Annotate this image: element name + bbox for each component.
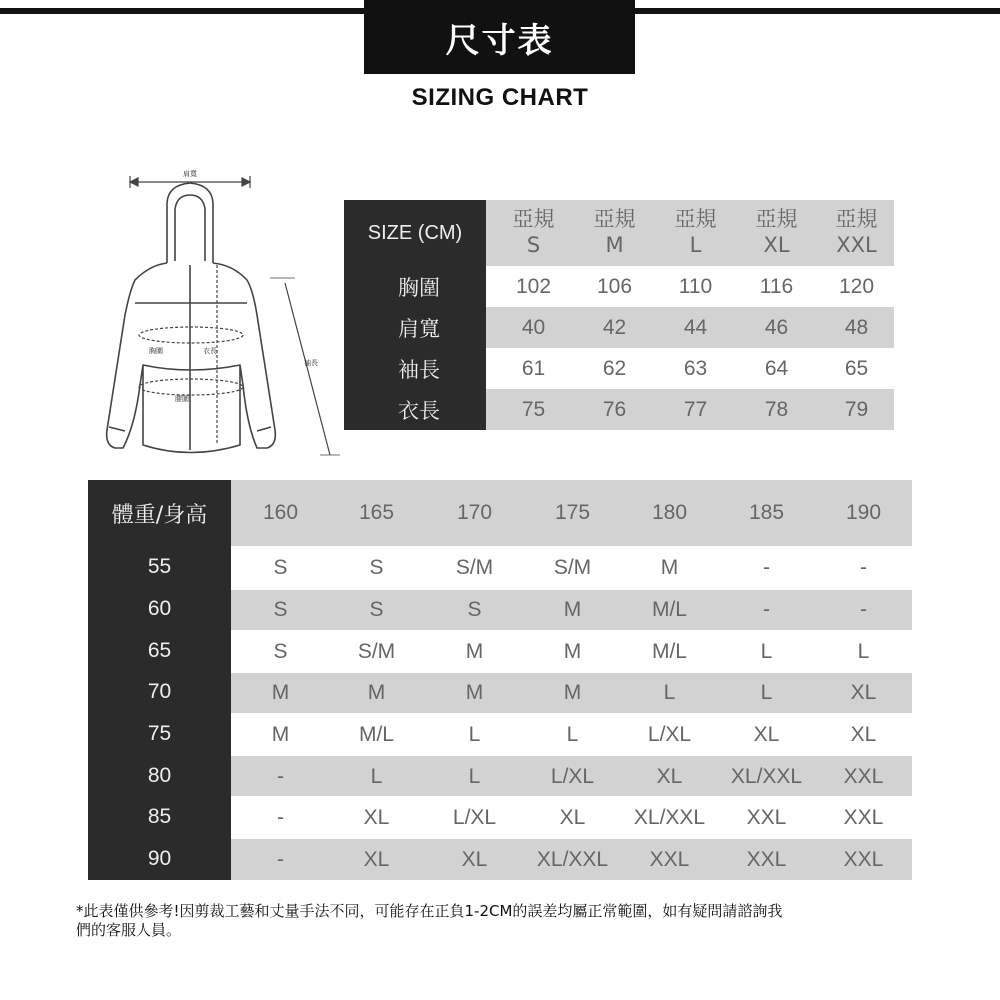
weight-row-label: 70 bbox=[147, 680, 172, 703]
size-cell: 102 bbox=[515, 275, 552, 298]
chest-label: 胸圍 bbox=[149, 347, 163, 355]
length-label: 衣長 bbox=[203, 347, 217, 355]
size-cell: 106 bbox=[596, 275, 633, 298]
footnote bbox=[76, 902, 936, 940]
size-recommendation-cell: - bbox=[860, 556, 867, 579]
height-header: 180 bbox=[651, 501, 688, 524]
size-recommendation-cell: - bbox=[277, 765, 284, 788]
size-column-header: 亞規 XXL bbox=[835, 207, 878, 257]
weight-height-table bbox=[88, 480, 912, 880]
size-cell: 76 bbox=[602, 398, 627, 421]
page-title: 尺寸表 bbox=[364, 0, 635, 74]
size-recommendation-cell: L/XL bbox=[550, 765, 595, 788]
size-recommendation-cell: XXL bbox=[843, 848, 884, 871]
size-recommendation-cell: L bbox=[468, 765, 481, 788]
weight-row-label: 85 bbox=[147, 805, 172, 828]
size-recommendation-cell: XXL bbox=[649, 848, 690, 871]
size-cell: 77 bbox=[683, 398, 708, 421]
height-header: 175 bbox=[554, 501, 591, 524]
size-cell: 63 bbox=[683, 357, 708, 380]
size-recommendation-cell: L/XL bbox=[647, 723, 692, 746]
size-recommendation-cell: S/M bbox=[553, 556, 592, 579]
size-recommendation-cell: - bbox=[277, 806, 284, 829]
weight-row-label: 90 bbox=[147, 847, 172, 870]
size-recommendation-cell: XL bbox=[363, 806, 390, 829]
height-header: 190 bbox=[845, 501, 882, 524]
size-recommendation-cell: XL/XXL bbox=[536, 848, 609, 871]
size-recommendation-cell: XL bbox=[850, 723, 877, 746]
weight-row-label: 65 bbox=[147, 639, 172, 662]
size-cell: 110 bbox=[678, 275, 713, 298]
size-recommendation-cell: - bbox=[860, 598, 867, 621]
size-cell: 48 bbox=[844, 316, 869, 339]
size-recommendation-cell: XL/XXL bbox=[730, 765, 803, 788]
size-recommendation-cell: L bbox=[857, 640, 870, 663]
size-column-header: 亞規 XL bbox=[755, 207, 798, 257]
size-recommendation-cell: M bbox=[563, 598, 582, 621]
size-table bbox=[344, 200, 894, 430]
size-column-header: 亞規 L bbox=[674, 207, 717, 257]
size-recommendation-cell: L bbox=[760, 681, 773, 704]
height-header: 170 bbox=[456, 501, 493, 524]
size-recommendation-cell: M bbox=[271, 723, 290, 746]
size-recommendation-cell: M bbox=[465, 681, 484, 704]
size-cell: 64 bbox=[764, 357, 789, 380]
size-cell: 116 bbox=[759, 275, 794, 298]
size-recommendation-cell: M bbox=[563, 640, 582, 663]
sleeve-label: 袖長 bbox=[304, 359, 318, 367]
size-recommendation-cell: M/L bbox=[651, 598, 687, 621]
size-cell: 120 bbox=[838, 275, 875, 298]
jacket-diagram bbox=[95, 165, 345, 465]
height-header: 185 bbox=[748, 501, 785, 524]
size-recommendation-cell: XL bbox=[656, 765, 683, 788]
size-recommendation-cell: XL bbox=[461, 848, 488, 871]
size-recommendation-cell: L/XL bbox=[452, 806, 497, 829]
size-recommendation-cell: L bbox=[760, 640, 773, 663]
size-recommendation-cell: L bbox=[663, 681, 676, 704]
size-cell: 40 bbox=[521, 316, 546, 339]
size-row-label: 袖長 bbox=[398, 357, 440, 382]
size-recommendation-cell: M bbox=[660, 556, 679, 579]
size-recommendation-cell: S bbox=[273, 598, 288, 621]
size-recommendation-cell: L bbox=[566, 723, 579, 746]
size-cell: 61 bbox=[521, 357, 546, 380]
size-recommendation-cell: XXL bbox=[746, 848, 787, 871]
size-recommendation-cell: XXL bbox=[843, 765, 884, 788]
footnote-line: 們的客服人員。 bbox=[76, 921, 182, 939]
weight-row-label: 75 bbox=[147, 722, 172, 745]
size-cell: 62 bbox=[602, 357, 627, 380]
size-column-header: 亞規 S bbox=[512, 207, 555, 257]
size-cell: 42 bbox=[602, 316, 627, 339]
weight-row-label: 60 bbox=[147, 597, 172, 620]
size-recommendation-cell: L bbox=[370, 765, 383, 788]
size-recommendation-cell: XXL bbox=[746, 806, 787, 829]
size-recommendation-cell: S/M bbox=[455, 556, 494, 579]
hem-label: 腰圍 bbox=[175, 395, 189, 403]
size-recommendation-cell: M/L bbox=[358, 723, 394, 746]
page-subtitle: SIZING CHART bbox=[411, 84, 589, 111]
size-recommendation-cell: S bbox=[467, 598, 482, 621]
size-recommendation-cell: XXL bbox=[843, 806, 884, 829]
size-recommendation-cell: S bbox=[273, 556, 288, 579]
size-recommendation-cell: S bbox=[369, 556, 384, 579]
size-recommendation-cell: M bbox=[271, 681, 290, 704]
weight-height-corner-label: 體重/身高 bbox=[111, 502, 208, 528]
size-cell: 78 bbox=[764, 398, 789, 421]
size-recommendation-cell: XL bbox=[363, 848, 390, 871]
size-recommendation-cell: S bbox=[273, 640, 288, 663]
size-recommendation-cell: XL bbox=[559, 806, 586, 829]
size-recommendation-cell: XL bbox=[850, 681, 877, 704]
size-row-label: 胸圍 bbox=[398, 275, 440, 300]
size-recommendation-cell: M bbox=[563, 681, 582, 704]
size-recommendation-cell: - bbox=[277, 848, 284, 871]
size-recommendation-cell: L bbox=[468, 723, 481, 746]
size-recommendation-cell: XL bbox=[753, 723, 780, 746]
height-header: 160 bbox=[262, 501, 299, 524]
weight-row-label: 80 bbox=[147, 764, 172, 787]
size-recommendation-cell: XL/XXL bbox=[633, 806, 706, 829]
size-recommendation-cell: - bbox=[763, 556, 770, 579]
size-recommendation-cell: S bbox=[369, 598, 384, 621]
size-column-header: 亞規 M bbox=[593, 207, 636, 257]
size-recommendation-cell: - bbox=[763, 598, 770, 621]
size-cell: 65 bbox=[844, 357, 869, 380]
size-table-header-label: SIZE (CM) bbox=[367, 221, 463, 244]
size-row-label: 肩寬 bbox=[398, 316, 440, 341]
size-recommendation-cell: M/L bbox=[651, 640, 687, 663]
size-cell: 75 bbox=[521, 398, 546, 421]
footnote-line: *此表僅供參考!因剪裁工藝和丈量手法不同，可能存在正負1-2CM的誤差均屬正常範圍，如有疑問請諮詢我 bbox=[76, 902, 783, 920]
shoulder-label: 肩寬 bbox=[183, 170, 197, 178]
size-row-label: 衣長 bbox=[398, 398, 440, 423]
size-recommendation-cell: S/M bbox=[357, 640, 396, 663]
size-cell: 44 bbox=[683, 316, 708, 339]
size-recommendation-cell: M bbox=[367, 681, 386, 704]
weight-row-label: 55 bbox=[147, 555, 172, 578]
size-cell: 46 bbox=[764, 316, 789, 339]
height-header: 165 bbox=[358, 501, 395, 524]
size-recommendation-cell: M bbox=[465, 640, 484, 663]
size-cell: 79 bbox=[844, 398, 869, 421]
